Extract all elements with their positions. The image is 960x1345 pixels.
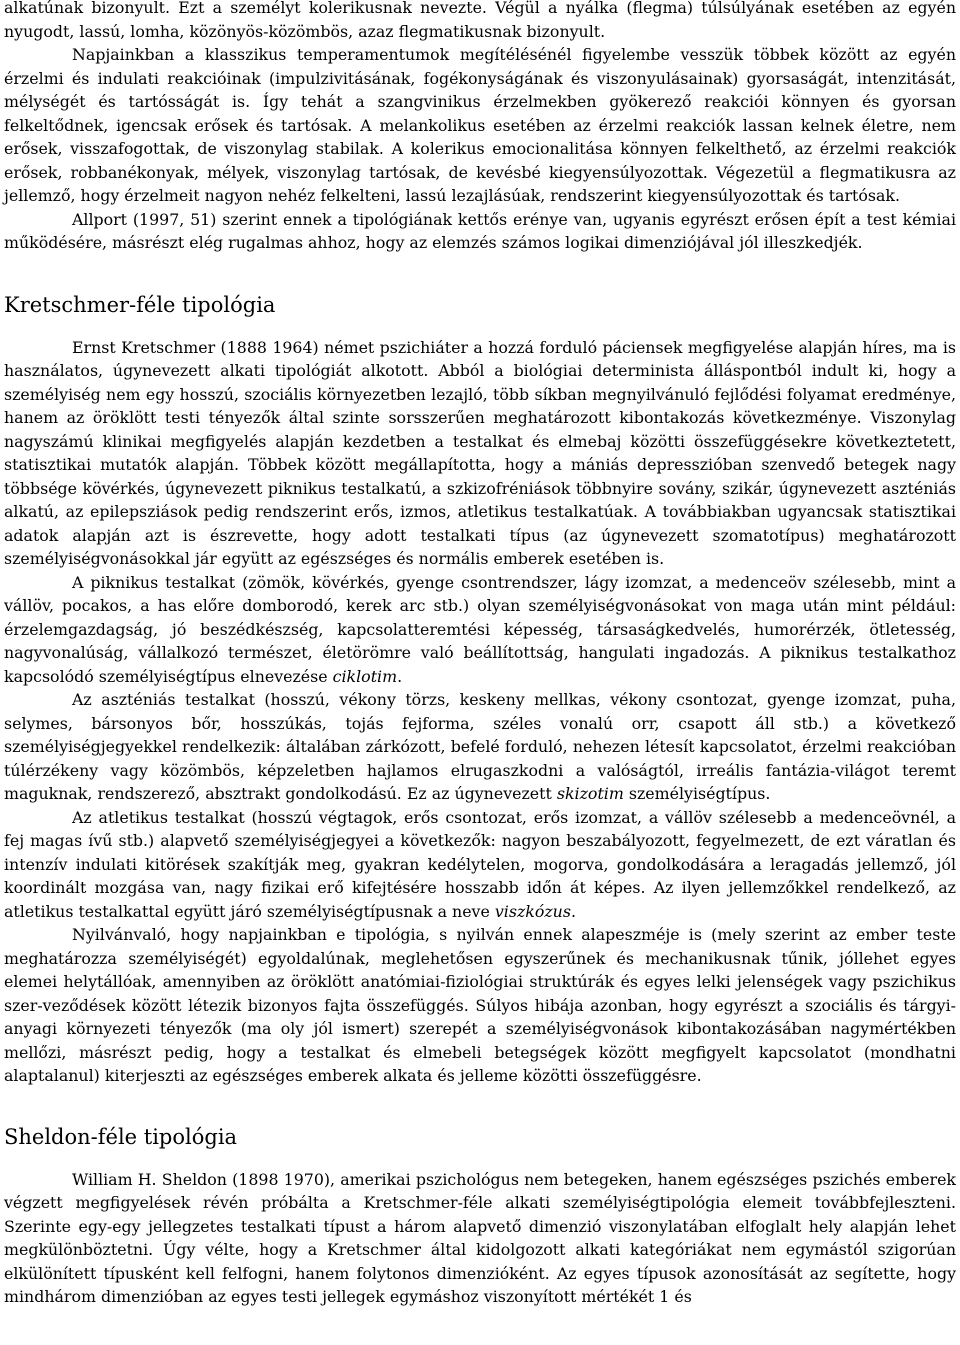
paragraph-text: A piknikus testalkat (zömök, kövérkés, gyenge csontrendszer, lágy izomzat, a medenceöv szélesebb, mint a vállöv, pocakos, a has előre domborodó, kerek arc stb.) olyan személyiségvonásokat von maga után mint például: érzelemgazdagság, jó beszédkészség, kapcsolatteremtési képesség, társaságkedvelés, humorérzék, ötletesség, nagyvonalúság, vállalkozó természet, életörömre való beállítottság, hangulati ingadozás. A piknikus testalkathoz kapcsolódó személyiségtípus elnevezése [4,572,956,686]
paragraph-text: . [397,666,403,686]
term-skizotim: skizotim [556,784,624,803]
paragraph [4,806,956,924]
term-ciklotim: ciklotim [332,666,398,686]
paragraph-text: Az aszténiás testalkat (hosszú, vékony törzs, keskeny mellkas, vékony csontozat, gyenge izomzat, puha, selymes, bársonyos bőr, hosszúkás, tojás fejforma, széles vonalú orr, csapott áll stb.) a következő személyiségjegyekkel rendelkezik: általában zárkózott, befelé forduló, nehezen létesít kapcsolatot, érzelmi reakcióban túlérzékeny vagy közömbös, képzeletben hajlamos elrugaszkodni a valóságtól, irreális fantázia-világot teremt maguknak, rendszerező, absztrakt gondolkodású. Ez az úgynevezett [4,690,956,803]
paragraph: Napjainkban a klasszikus temperamentumok megítélésénél figyelembe vesszük többek között az egyén érzelmi és indulati reakcióinak (impulzivitásának, fogékonyságának és viszonyulásainak) gyorsaságát, intenzitását, mélységét és tartósságát is. Így tehát a szangvinikus érzelmekben gyökerező reakciói könnyen és gyorsan felkeltődnek, igencsak erősek és tartósak. A melankolikus esetében az érzelmi reakciók lassan kelnek életre, nem erősek, visszafogottak, de viszonylag stabilak. A kolerikus emocionalitása könnyen felkelthető, az érzelmi reakciók erősek, robbanékonyak, mélyek, viszonylag tartósak, de kevésbé kiegyensúlyozottak. Végezetül a flegmatikusra az jellemző, hogy érzelmeit nagyon nehéz felkelteni, lassú lezajlásúak, rendszerint kiegyensúlyozottak és tartósak. [4,45,956,205]
paragraph-text: Az atletikus testalkat (hosszú végtagok, erős csontozat, erős izomzat, a vállöv szélesebb a medenceövnél, a fej magas ívű stb.) alapvető személyiségjegyei a következők: nagyon beszabályozott, fegyelmezett, de ezt váratlan és intenzív indulati kitörések szakítják meg, gyakran kedélytelen, mogorva, gondolkodására a leragadás jellemző, jól koordinált mozgása van, nagy fizikai erő kifejtésére hosszabb időn át képes. Az ilyen jellemzőkkel rendelkező, az atletikus testalkattal együtt járó személyiségtípusnak a neve [4,807,956,921]
term-viszkozus: viszkózus [494,901,571,921]
paragraph [4,688,956,806]
document-page [4,0,956,1309]
paragraph: Ernst Kretschmer (1888 1964) német pszichiáter a hozzá forduló páciensek megfigyelése alapján híres, ma is használatos, úgynevezett alkati tipológiát alkotott. Abból a biológiai determinista álláspontból indult ki, hogy a személyiség nem egy hosszú, szociális környezetben lezajló, több síkban megnyilvánuló fejlődési folyamat eredménye, hanem az öröklött testi tényezők által szinte sorsszerűen meghatározott kibontakozás következménye. Viszonylag nagyszámú klinikai megfigyelés alapján kezdetben a testalkat és elmebaj közötti összefüggésekre következtetett, statisztikai mutatók alapján. Többek között megállapította, hogy a mániás depresszióban szenvedő betegek nagy többsége kövérkés, úgynevezett piknikus testalkatú, a szkizofréniások többnyire sovány, szikár, úgynevezett aszténiás alkatú, az epilepsziások pedig rendszerint erős, izmos, atletikus testalkatúak. A továbbiakban ugyancsak statisztikai adatok alapján azt is észrevette, hogy adott testalkati típus (az úgynevezett szomatotípus) meghatározott személyiségvonásokkal jár együtt az egészséges és normális emberek esetében is. [4,337,956,568]
paragraph: Allport (1997, 51) szerint ennek a tipológiának kettős erénye van, ugyanis egyrészt erősen épít a test kémiai működésére, másrészt elég rugalmas ahhoz, hogy az elemzés számos logikai dimenziójával jól illeszkedjék. [4,209,956,252]
paragraph: Nyilvánvaló, hogy napjainkban e tipológia, s nyilván ennek alapeszméje is (mely szerint az ember teste meghatározza személyiségét) egyoldalúnak, meglehetősen egyszerűnek és mechanikusnak tűnik, jóllehet egyes elemei helytállóak, amennyiben az öröklött anatómiai-fiziológiai struktúrák és egyes lelki jelenségek vagy pszichikus szer-veződések között létezik bizonyos fajta összefüggés. Súlyos hibája azonban, hogy egyrészt a szociális és tárgyi-anyagi környezeti tényezők (ma oly jól ismert) szerepét a személyiségvonások kibontakozásában nagymértékben mellőzi, másrészt pedig, hogy a testalkat és elmebeli betegségek között megfigyelt kapcsolatot (mondhatni alaptalanul) kiterjeszti az egészséges emberek alkata és jelleme közötti összefüggésre. [4,925,956,1085]
paragraph [4,571,956,689]
paragraph: alkatúnak bizonyult. Ezt a személyt kolerikusnak nevezte. Végül a nyálka (flegma) túlsúlyának esetében az egyén nyugodt, lassú, lomha, közönyös-közömbös, azaz flegmatikusnak bizonyult. [4,0,956,41]
paragraph: William H. Sheldon (1898 1970), amerikai pszichológus nem betegeken, hanem egészséges pszichés emberek végzett megfigyelések révén próbálta a Kretschmer-féle alkati személyiségtipológia elemeit továbbfejleszteni. Szerinte egy-egy jellegzetes testalkati típust a három alapvető dimenzió viszonylatában elfoglalt hely alapján lehet megkülönböztetni. Úgy vélte, hogy a Kretschmer által kidolgozott alkati kategóriákat nem egymástól szigorúan elkülönített típusként kell felfogni, hanem folytonos dimenzióként. Az egyes típusok azonosítását az segítette, hogy mindhárom dimenzióban az egyes testi jellegek egymáshoz viszonyított mértékét 1 és [4,1169,956,1306]
paragraph-text: . [570,901,576,921]
section-heading-sheldon: Sheldon-féle tipológia [4,1124,238,1149]
paragraph-text: személyiségtípus. [628,784,771,803]
section-heading-kretschmer: Kretschmer-féle tipológia [4,292,276,317]
